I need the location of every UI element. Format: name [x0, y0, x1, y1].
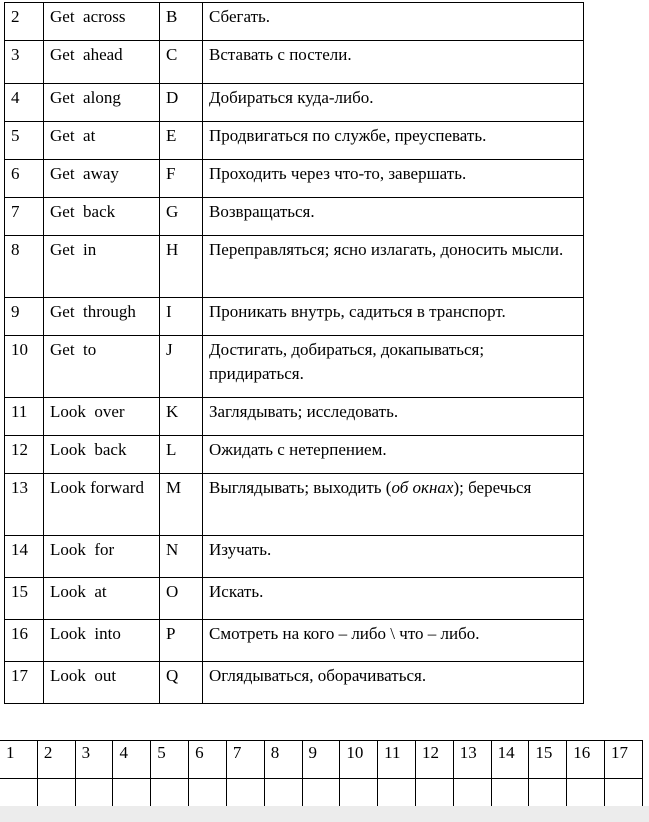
definition-part: Выглядывать; выходить (	[209, 478, 392, 497]
answer-input-cell[interactable]	[529, 779, 567, 809]
definition: Продвигаться по службе, преуспевать.	[203, 122, 584, 160]
definition-letter: B	[160, 3, 203, 41]
definition-letter: M	[160, 474, 203, 536]
definition: Достигать, добираться, докапываться; придираться.	[203, 336, 584, 398]
answer-input-cell[interactable]	[415, 779, 453, 809]
answer-header-cell: 7	[226, 741, 264, 779]
definition: Сбегать.	[203, 3, 584, 41]
phrasal-verb: Look for	[44, 536, 160, 578]
definition-letter: P	[160, 620, 203, 662]
answer-input-cell[interactable]	[453, 779, 491, 809]
phrasal-verb: Get in	[44, 236, 160, 298]
phrasal-verb: Look back	[44, 436, 160, 474]
phrasal-verb: Look forward	[44, 474, 160, 536]
table-row	[5, 474, 584, 536]
row-number: 5	[5, 122, 44, 160]
answer-input-cell[interactable]	[189, 779, 227, 809]
phrasal-verb: Get to	[44, 336, 160, 398]
phrasal-verb: Look into	[44, 620, 160, 662]
definition-letter: L	[160, 436, 203, 474]
definition-letter: K	[160, 398, 203, 436]
phrasal-verb: Get across	[44, 3, 160, 41]
definition: Вставать с постели.	[203, 41, 584, 84]
table-row	[5, 662, 584, 704]
definition: Ожидать с нетерпением.	[203, 436, 584, 474]
row-number: 10	[5, 336, 44, 398]
answer-header-cell: 4	[113, 741, 151, 779]
answer-input-cell[interactable]	[0, 779, 37, 809]
answer-input-cell[interactable]	[378, 779, 416, 809]
answer-header-row	[0, 741, 643, 779]
definition: Проходить через что-то, завершать.	[203, 160, 584, 198]
table-row	[5, 436, 584, 474]
bottom-strip	[0, 806, 649, 822]
answer-header-cell: 5	[151, 741, 189, 779]
matching-table	[4, 2, 584, 704]
definition: Оглядываться, оборачиваться.	[203, 662, 584, 704]
row-number: 16	[5, 620, 44, 662]
table-row	[5, 122, 584, 160]
phrasal-verb: Get along	[44, 84, 160, 122]
table-row	[5, 3, 584, 41]
answer-header-cell: 13	[453, 741, 491, 779]
answer-input-cell[interactable]	[226, 779, 264, 809]
definition-letter: D	[160, 84, 203, 122]
definition-letter: O	[160, 578, 203, 620]
answer-header-cell: 1	[0, 741, 37, 779]
answer-header-cell: 3	[75, 741, 113, 779]
definition: Заглядывать; исследовать.	[203, 398, 584, 436]
table-row	[5, 41, 584, 84]
answer-input-cell[interactable]	[75, 779, 113, 809]
table-row	[5, 398, 584, 436]
row-number: 15	[5, 578, 44, 620]
row-number: 3	[5, 41, 44, 84]
table-row	[5, 620, 584, 662]
definition-letter: J	[160, 336, 203, 398]
table-row	[5, 578, 584, 620]
table-row	[5, 84, 584, 122]
table-row	[5, 236, 584, 298]
row-number: 17	[5, 662, 44, 704]
definition-letter: E	[160, 122, 203, 160]
definition-letter: I	[160, 298, 203, 336]
definition-letter: Q	[160, 662, 203, 704]
answer-input-cell[interactable]	[605, 779, 643, 809]
answer-header-cell: 12	[415, 741, 453, 779]
answer-blank-row	[0, 779, 643, 809]
definition-letter: N	[160, 536, 203, 578]
definition: Переправляться; ясно излагать, доносить мысли.	[203, 236, 584, 298]
answer-input-cell[interactable]	[113, 779, 151, 809]
definition-part: ); беречься	[453, 478, 532, 497]
phrasal-verb: Get away	[44, 160, 160, 198]
answer-header-cell: 10	[340, 741, 378, 779]
phrasal-verb: Look out	[44, 662, 160, 704]
answer-input-cell[interactable]	[264, 779, 302, 809]
answer-table	[0, 740, 643, 809]
row-number: 4	[5, 84, 44, 122]
row-number: 7	[5, 198, 44, 236]
phrasal-verb: Get at	[44, 122, 160, 160]
answer-header-cell: 17	[605, 741, 643, 779]
definition: Возвращаться.	[203, 198, 584, 236]
table-row	[5, 160, 584, 198]
definition-letter: H	[160, 236, 203, 298]
phrasal-verb: Get ahead	[44, 41, 160, 84]
phrasal-verb: Look over	[44, 398, 160, 436]
definition: Изучать.	[203, 536, 584, 578]
phrasal-verb: Look at	[44, 578, 160, 620]
definition-letter: F	[160, 160, 203, 198]
phrasal-verb: Get through	[44, 298, 160, 336]
row-number: 12	[5, 436, 44, 474]
definition-letter: C	[160, 41, 203, 84]
row-number: 11	[5, 398, 44, 436]
phrasal-verb: Get back	[44, 198, 160, 236]
answer-header-cell: 6	[189, 741, 227, 779]
answer-header-cell: 9	[302, 741, 340, 779]
row-number: 9	[5, 298, 44, 336]
definition	[203, 474, 584, 536]
answer-header-cell: 15	[529, 741, 567, 779]
definition: Добираться куда-либо.	[203, 84, 584, 122]
table-row	[5, 536, 584, 578]
definition: Проникать внутрь, садиться в транспорт.	[203, 298, 584, 336]
table-row	[5, 198, 584, 236]
answer-header-cell: 8	[264, 741, 302, 779]
row-number: 2	[5, 3, 44, 41]
answer-header-cell: 2	[37, 741, 75, 779]
answer-input-cell[interactable]	[151, 779, 189, 809]
table-row	[5, 336, 584, 398]
row-number: 8	[5, 236, 44, 298]
row-number: 13	[5, 474, 44, 536]
row-number: 6	[5, 160, 44, 198]
answer-input-cell[interactable]	[302, 779, 340, 809]
answer-input-cell[interactable]	[491, 779, 529, 809]
definition: Искать.	[203, 578, 584, 620]
definition-italic-part: об окнах	[391, 478, 454, 497]
definition-letter: G	[160, 198, 203, 236]
table-row	[5, 298, 584, 336]
answer-header-cell: 16	[567, 741, 605, 779]
row-number: 14	[5, 536, 44, 578]
answer-header-cell: 14	[491, 741, 529, 779]
definition: Смотреть на кого – либо \ что – либо.	[203, 620, 584, 662]
answer-input-cell[interactable]	[37, 779, 75, 809]
answer-input-cell[interactable]	[340, 779, 378, 809]
answer-input-cell[interactable]	[567, 779, 605, 809]
answer-header-cell: 11	[378, 741, 416, 779]
